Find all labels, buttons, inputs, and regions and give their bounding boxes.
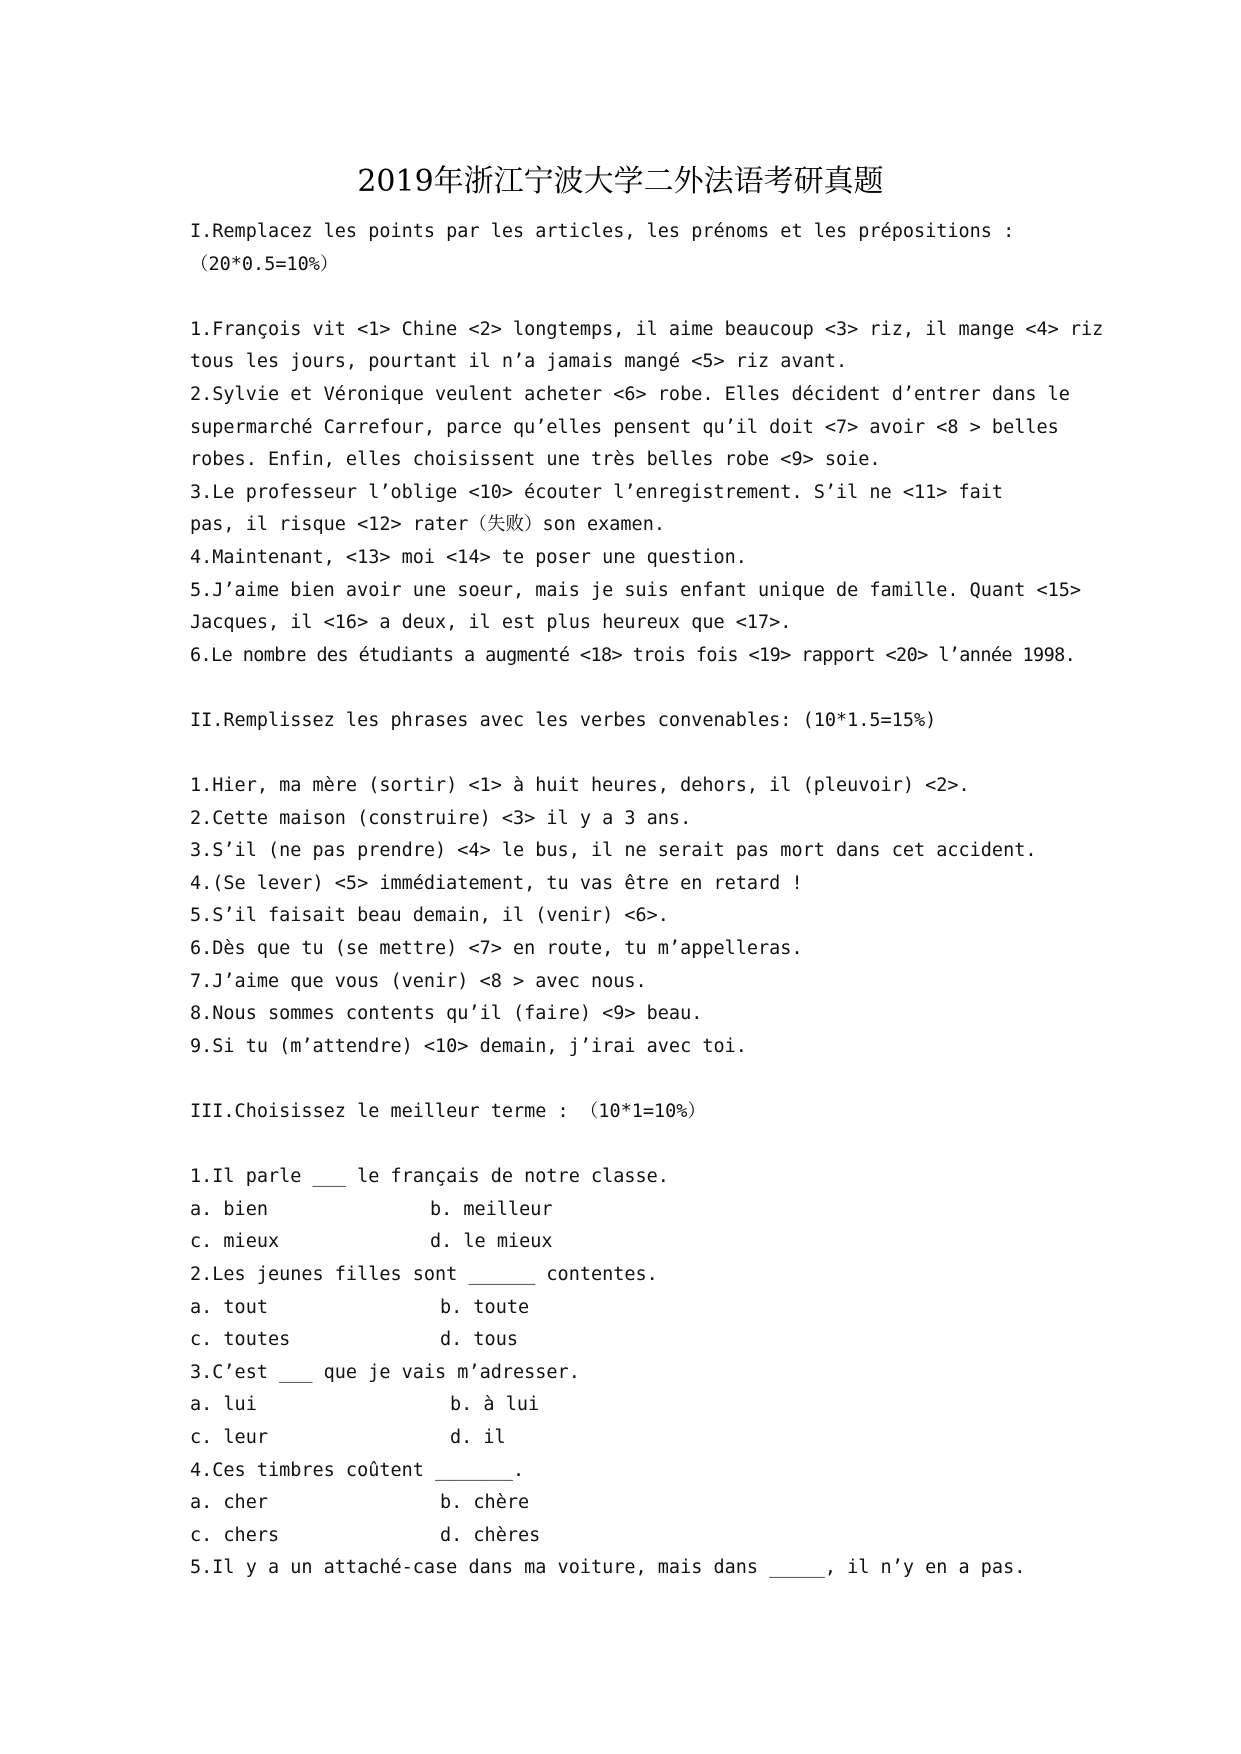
options-row <box>190 1389 1060 1422</box>
s1-line: 1.François vit <1> Chine <2> longtemps, il aime beaucoup <3> riz, il mange <4> riz <box>190 318 1104 340</box>
s2-line: 3.S’il (ne pas prendre) <4> le bus, il ne serait pas mort dans cet accident. <box>190 840 1037 862</box>
option-d: d. chères <box>440 1524 541 1546</box>
option-b: b. meilleur <box>430 1198 553 1220</box>
s2-line: 6.Dès que tu (se mettre) <7> en route, tu m’appelleras. <box>190 938 803 960</box>
option-c: c. chers <box>190 1524 280 1546</box>
s1-line: 2.Sylvie et Véronique veulent acheter <6> robe. Elles décident d’entrer dans le <box>190 383 1070 405</box>
s1-line: Jacques, il <16> a deux, il est plus heureux que <17>. <box>190 612 792 634</box>
s1-line: supermarché Carrefour, parce qu’elles pensent qu’il doit <7> avoir <8 > belles <box>190 416 1059 438</box>
question-4: 4.Ces timbres coûtent _______. <box>190 1459 525 1481</box>
document-body <box>190 216 1104 1585</box>
options-row <box>190 1226 1060 1259</box>
s2-line: 2.Cette maison (construire) <3> il y a 3 ans. <box>190 807 692 829</box>
options-row <box>190 1194 1060 1227</box>
option-a: a. bien <box>190 1198 268 1220</box>
option-c: c. leur <box>190 1426 268 1448</box>
question-2: 2.Les jeunes filles sont ______ contentes. <box>190 1264 658 1285</box>
s2-line: 7.J’aime que vous (venir) <8 > avec nous. <box>190 970 647 992</box>
question-3: 3.C’est ___ que je vais m’adresser. <box>190 1361 580 1383</box>
options-row <box>190 1324 1060 1357</box>
s2-line: 5.S’il faisait beau demain, il (venir) <6>. <box>190 905 669 927</box>
s2-line: 4.(Se lever) <5> immédiatement, tu vas être en retard ! <box>190 872 803 894</box>
s1-line: tous les jours, pourtant il n’a jamais mangé <5> riz avant. <box>190 351 848 373</box>
s1-line: 5.J’aime bien avoir une soeur, mais je suis enfant unique de famille. Quant <15> <box>190 579 1082 601</box>
option-d: d. le mieux <box>430 1231 553 1253</box>
s2-line: 9.Si tu (m’attendre) <10> demain, j’irai avec toi. <box>190 1035 747 1057</box>
question-1: 1.Il parle ___ le français de notre classe. <box>190 1166 669 1188</box>
option-a: a. lui <box>190 1394 257 1416</box>
page-title: 2019年浙江宁波大学二外法语考研真题 <box>357 164 884 199</box>
section-1-heading: I.Remplacez les points par les articles, les prénoms et les prépositions : <box>190 221 1015 242</box>
s1-line: pas, il risque <12> rater（失败）son examen. <box>190 514 665 536</box>
option-b: b. chère <box>440 1492 530 1514</box>
s2-line: 1.Hier, ma mère (sortir) <1> à huit heures, dehors, il (pleuvoir) <2>. <box>190 775 970 797</box>
options-row <box>190 1292 1060 1325</box>
s1-line: 3.Le professeur l’oblige <10> écouter l’enregistrement. S’il ne <11> fait <box>190 481 1004 503</box>
section-3-heading: III.Choisissez le meilleur terme : （10*1=10%） <box>190 1101 706 1123</box>
question-5: 5.Il y a un attaché-case dans ma voiture, mais dans _____, il n’y en a pas. <box>190 1557 1026 1579</box>
option-d: d. il <box>450 1426 506 1448</box>
option-b: b. toute <box>440 1296 530 1318</box>
options-row <box>190 1422 1060 1455</box>
options-row <box>190 1487 1060 1520</box>
s1-line: 6.Le nombre des étudiants a augmenté <18> trois fois <19> rapport <20> l’année 1998. <box>190 644 1076 666</box>
option-a: a. cher <box>190 1492 268 1514</box>
s2-line: 8.Nous sommes contents qu’il (faire) <9> beau. <box>190 1003 703 1025</box>
option-b: b. à lui <box>450 1394 540 1416</box>
options-row <box>190 1520 1060 1553</box>
s1-line: robes. Enfin, elles choisissent une très belles robe <9> soie. <box>190 449 881 471</box>
option-c: c. mieux <box>190 1231 280 1253</box>
s1-line: 4.Maintenant, <13> moi <14> te poser une question. <box>190 546 747 568</box>
section-1-score: （20*0.5=10%） <box>190 253 339 275</box>
option-d: d. tous <box>440 1329 518 1351</box>
section-2-heading: II.Remplissez les phrases avec les verbes convenables: (10*1.5=15%) <box>190 709 937 731</box>
option-a: a. tout <box>190 1296 268 1318</box>
option-c: c. toutes <box>190 1329 291 1351</box>
